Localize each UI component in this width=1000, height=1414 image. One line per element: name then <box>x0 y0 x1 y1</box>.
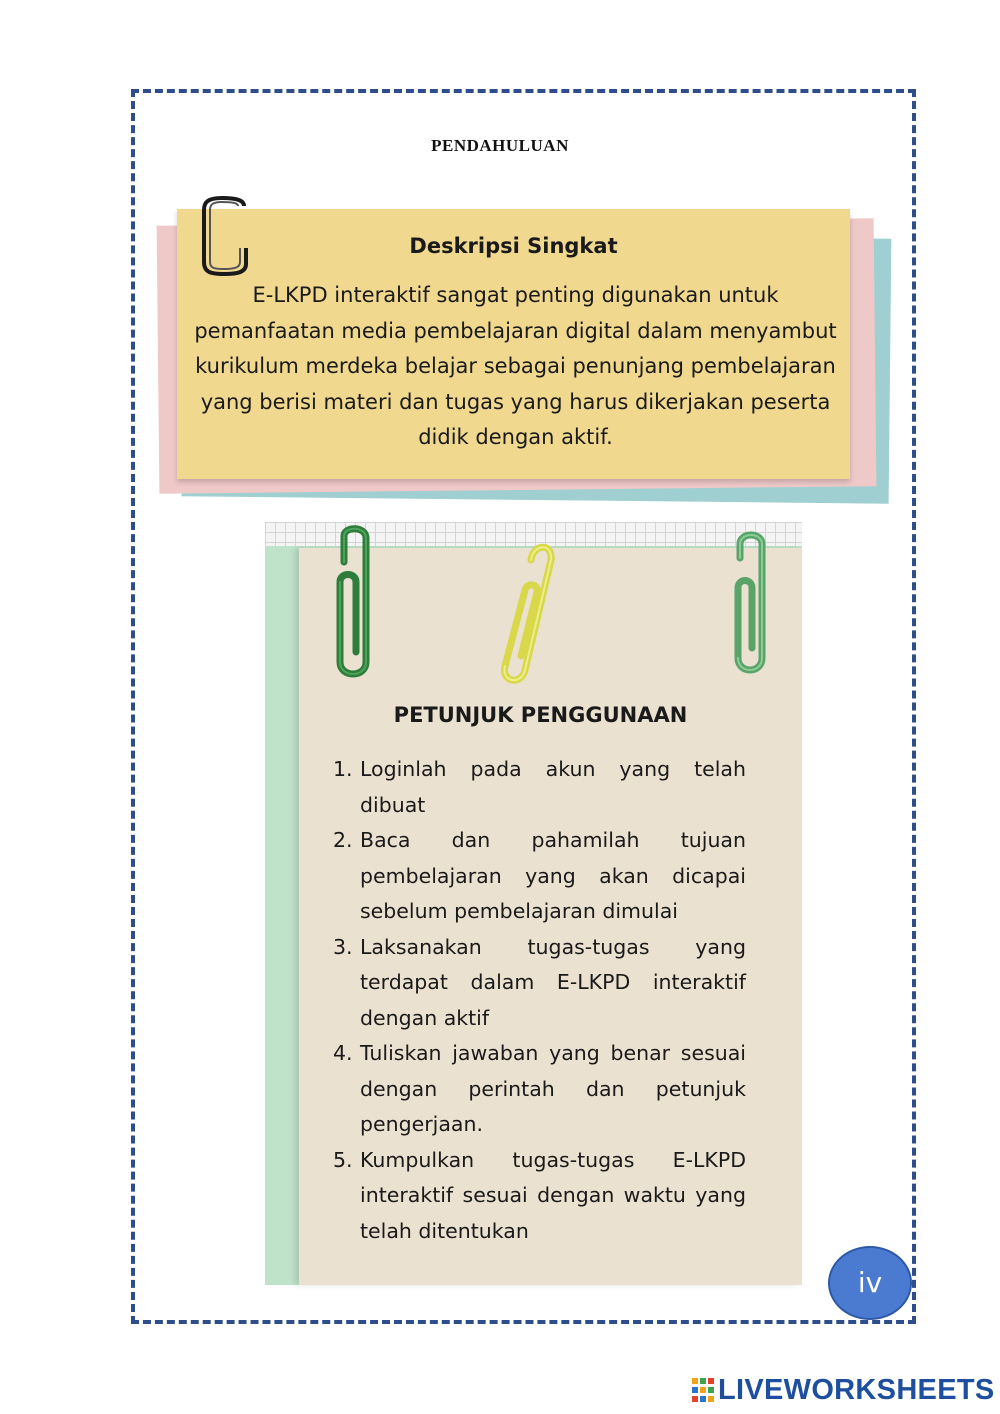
brand-name: LIVEWORKSHEETS <box>718 1373 995 1406</box>
liveworksheets-logo-icon <box>692 1378 714 1402</box>
list-item <box>333 1143 746 1250</box>
step-text: Kumpulkan tugas-tugas E-LKPD interaktif sesuai dengan waktu yang telah ditentukan <box>360 1147 746 1243</box>
instructions-list <box>333 752 746 1249</box>
paperclip-icon <box>330 522 380 682</box>
page-title: PENDAHULUAN <box>431 136 569 155</box>
list-item <box>333 752 746 823</box>
list-item <box>333 930 746 1037</box>
step-text: Tuliskan jawaban yang benar sesuai dengan perintah dan petunjuk pengerjaan. <box>360 1041 746 1136</box>
step-number: 4. <box>333 1041 353 1065</box>
description-body: E-LKPD interaktif sangat penting digunakan untuk pemanfaatan media pembelajaran digital dalam menyambut kurikulum merdeka belajar sebagai penunjang pembelajaran yang berisi materi dan tugas yang harus dikerjakan peserta didik dengan aktif. <box>194 283 837 449</box>
step-text: Loginlah pada akun yang telah dibuat <box>360 757 746 817</box>
paperclip-icon <box>495 530 565 690</box>
list-item <box>333 1036 746 1143</box>
step-text: Baca dan pahamilah tujuan pembelajaran yang akan dicapai sebelum pembelajaran dimulai <box>360 828 746 923</box>
list-item <box>333 823 746 930</box>
step-text: Laksanakan tugas-tugas yang terdapat dalam E-LKPD interaktif dengan aktif <box>360 934 746 1030</box>
description-title: Deskripsi Singkat <box>409 234 618 258</box>
step-number: 2. <box>333 828 353 852</box>
instructions-title: PETUNJUK PENGGUNAAN <box>393 703 688 727</box>
page-number-badge: iv <box>828 1246 912 1320</box>
step-number: 5. <box>333 1147 353 1172</box>
step-number: 1. <box>333 757 353 781</box>
paperclip-icon <box>728 528 778 678</box>
step-number: 3. <box>333 934 353 959</box>
liveworksheets-branding[interactable] <box>692 1373 995 1407</box>
